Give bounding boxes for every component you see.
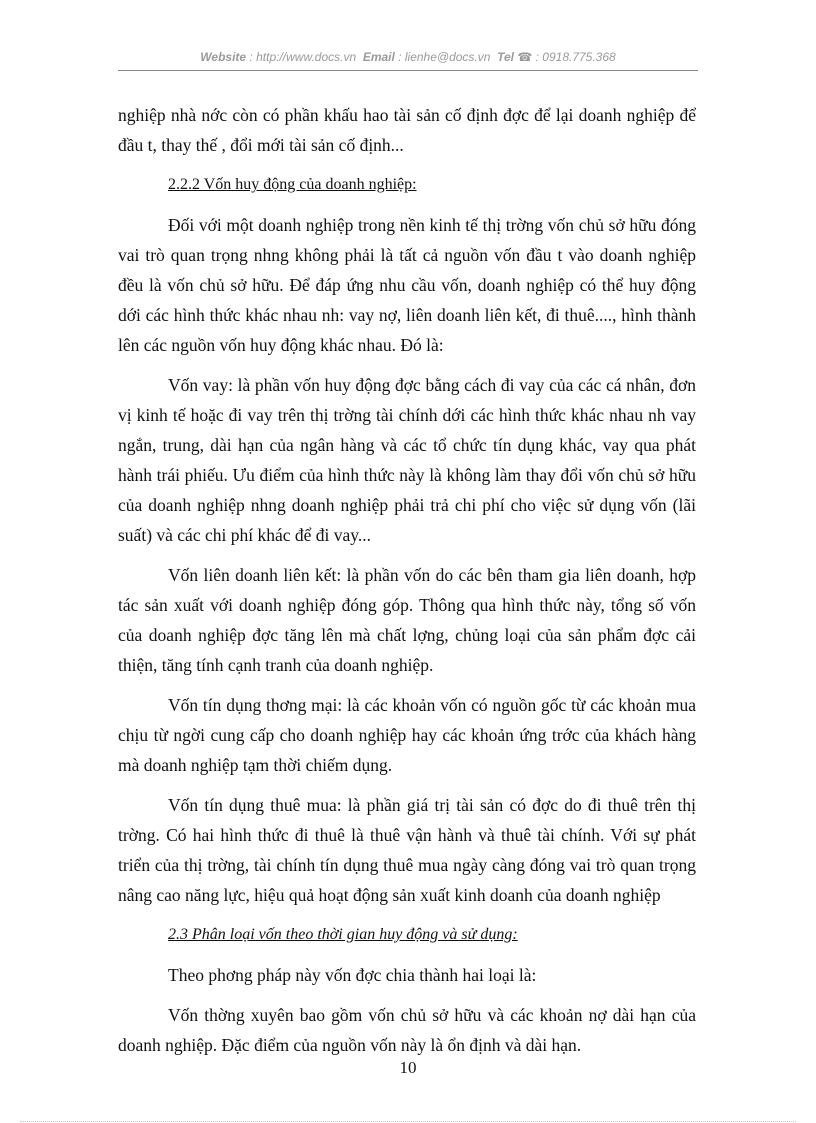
- paragraph-continuation: nghiệp nhà nớc còn có phần khấu hao tài sản cố định đợc để lại doanh nghiệp để đầu t, thay thế , đổi mới tài sản cố định...: [118, 105, 696, 155]
- section-heading-2-3: [118, 920, 696, 950]
- email-value: : lienhe@docs.vn: [398, 50, 491, 64]
- tel-value: ☎ : 0918.775.368: [517, 50, 616, 64]
- document-body: [118, 100, 696, 1070]
- page-bottom-divider: [20, 1121, 796, 1122]
- paragraph-trade-credit: Vốn tín dụng thơng mại: là các khoản vốn có nguồn gốc từ các khoản mua chịu từ ngời cung cấp cho doanh nghiệp hay các khoản ứng trớc của khách hàng mà doanh nghiệp tạm thời chiếm dụng.: [118, 695, 696, 775]
- paragraph-leasing-credit: Vốn tín dụng thuê mua: là phần giá trị tài sản có đợc do đi thuê trên thị trờng. Có hai hình thức đi thuê là thuê vận hành và thuê tài chính. Với sự phát triển của thị trờng, tài chính tín dụng thuê mua ngày càng đóng vai trò quan trọng nâng cao năng lực, hiệu quả hoạt động sản xuất kinh doanh của doanh nghiệp: [118, 795, 696, 905]
- website-value: : http://www.docs.vn: [249, 50, 357, 64]
- section-heading-2-2-2: [118, 170, 696, 200]
- header-divider: [118, 70, 698, 71]
- page-number: 10: [399, 1058, 417, 1077]
- paragraph-method: Theo phơng pháp này vốn đợc chia thành hai loại là:: [168, 965, 537, 985]
- page-header: [0, 50, 816, 64]
- paragraph-loan-capital: Vốn vay: là phần vốn huy động đợc bằng cách đi vay của các cá nhân, đơn vị kinh tế hoặc đi vay trên thị trờng tài chính dới các hình thức khác nhau nh vay ngắn, trung, dài hạn của ngân hàng và các tổ chức tín dụng khác, vay qua phát hành trái phiếu. Ưu điểm của hình thức này là không làm thay đổi vốn chủ sở hữu của doanh nghiệp nhng doanh nghiệp phải trả chi phí cho việc sử dụng vốn (lãi suất) và các chi phí khác để đi vay...: [118, 375, 696, 545]
- email-label: Email: [362, 50, 395, 64]
- paragraph-intro: Đối với một doanh nghiệp trong nền kinh tế thị trờng vốn chủ sở hữu đóng vai trò quan trọng nhng không phải là tất cả nguồn vốn đầu t vào doanh nghiệp đều là vốn chủ sở hữu. Để đáp ứng nhu cầu vốn, doanh nghiệp có thể huy động dới các hình thức khác nhau nh: vay nợ, liên doanh liên kết, đi thuê...., hình thành lên các nguồn vốn huy động khác nhau. Đó là:: [118, 215, 696, 355]
- paragraph-joint-venture-capital: Vốn liên doanh liên kết: là phần vốn do các bên tham gia liên doanh, hợp tác sản xuất với doanh nghiệp đóng góp. Thông qua hình thức này, tổng số vốn của doanh nghiệp đợc tăng lên mà chất lợng, chủng loại của sản phẩm đợc cải thiện, tăng tính cạnh tranh của doanh nghiệp.: [118, 565, 696, 675]
- website-label: Website: [200, 50, 247, 64]
- section-heading-text: 2.2.2 Vốn huy động của doanh nghiệp:: [168, 176, 417, 193]
- section-heading-text: 2.3 Phân loại vốn theo thời gian huy động và sử dụng:: [168, 926, 518, 943]
- tel-label: Tel: [497, 50, 514, 64]
- paragraph-regular-capital: Vốn thờng xuyên bao gồm vốn chủ sở hữu và các khoản nợ dài hạn của doanh nghiệp. Đặc điểm của nguồn vốn này là ổn định và dài hạn.: [118, 1005, 696, 1055]
